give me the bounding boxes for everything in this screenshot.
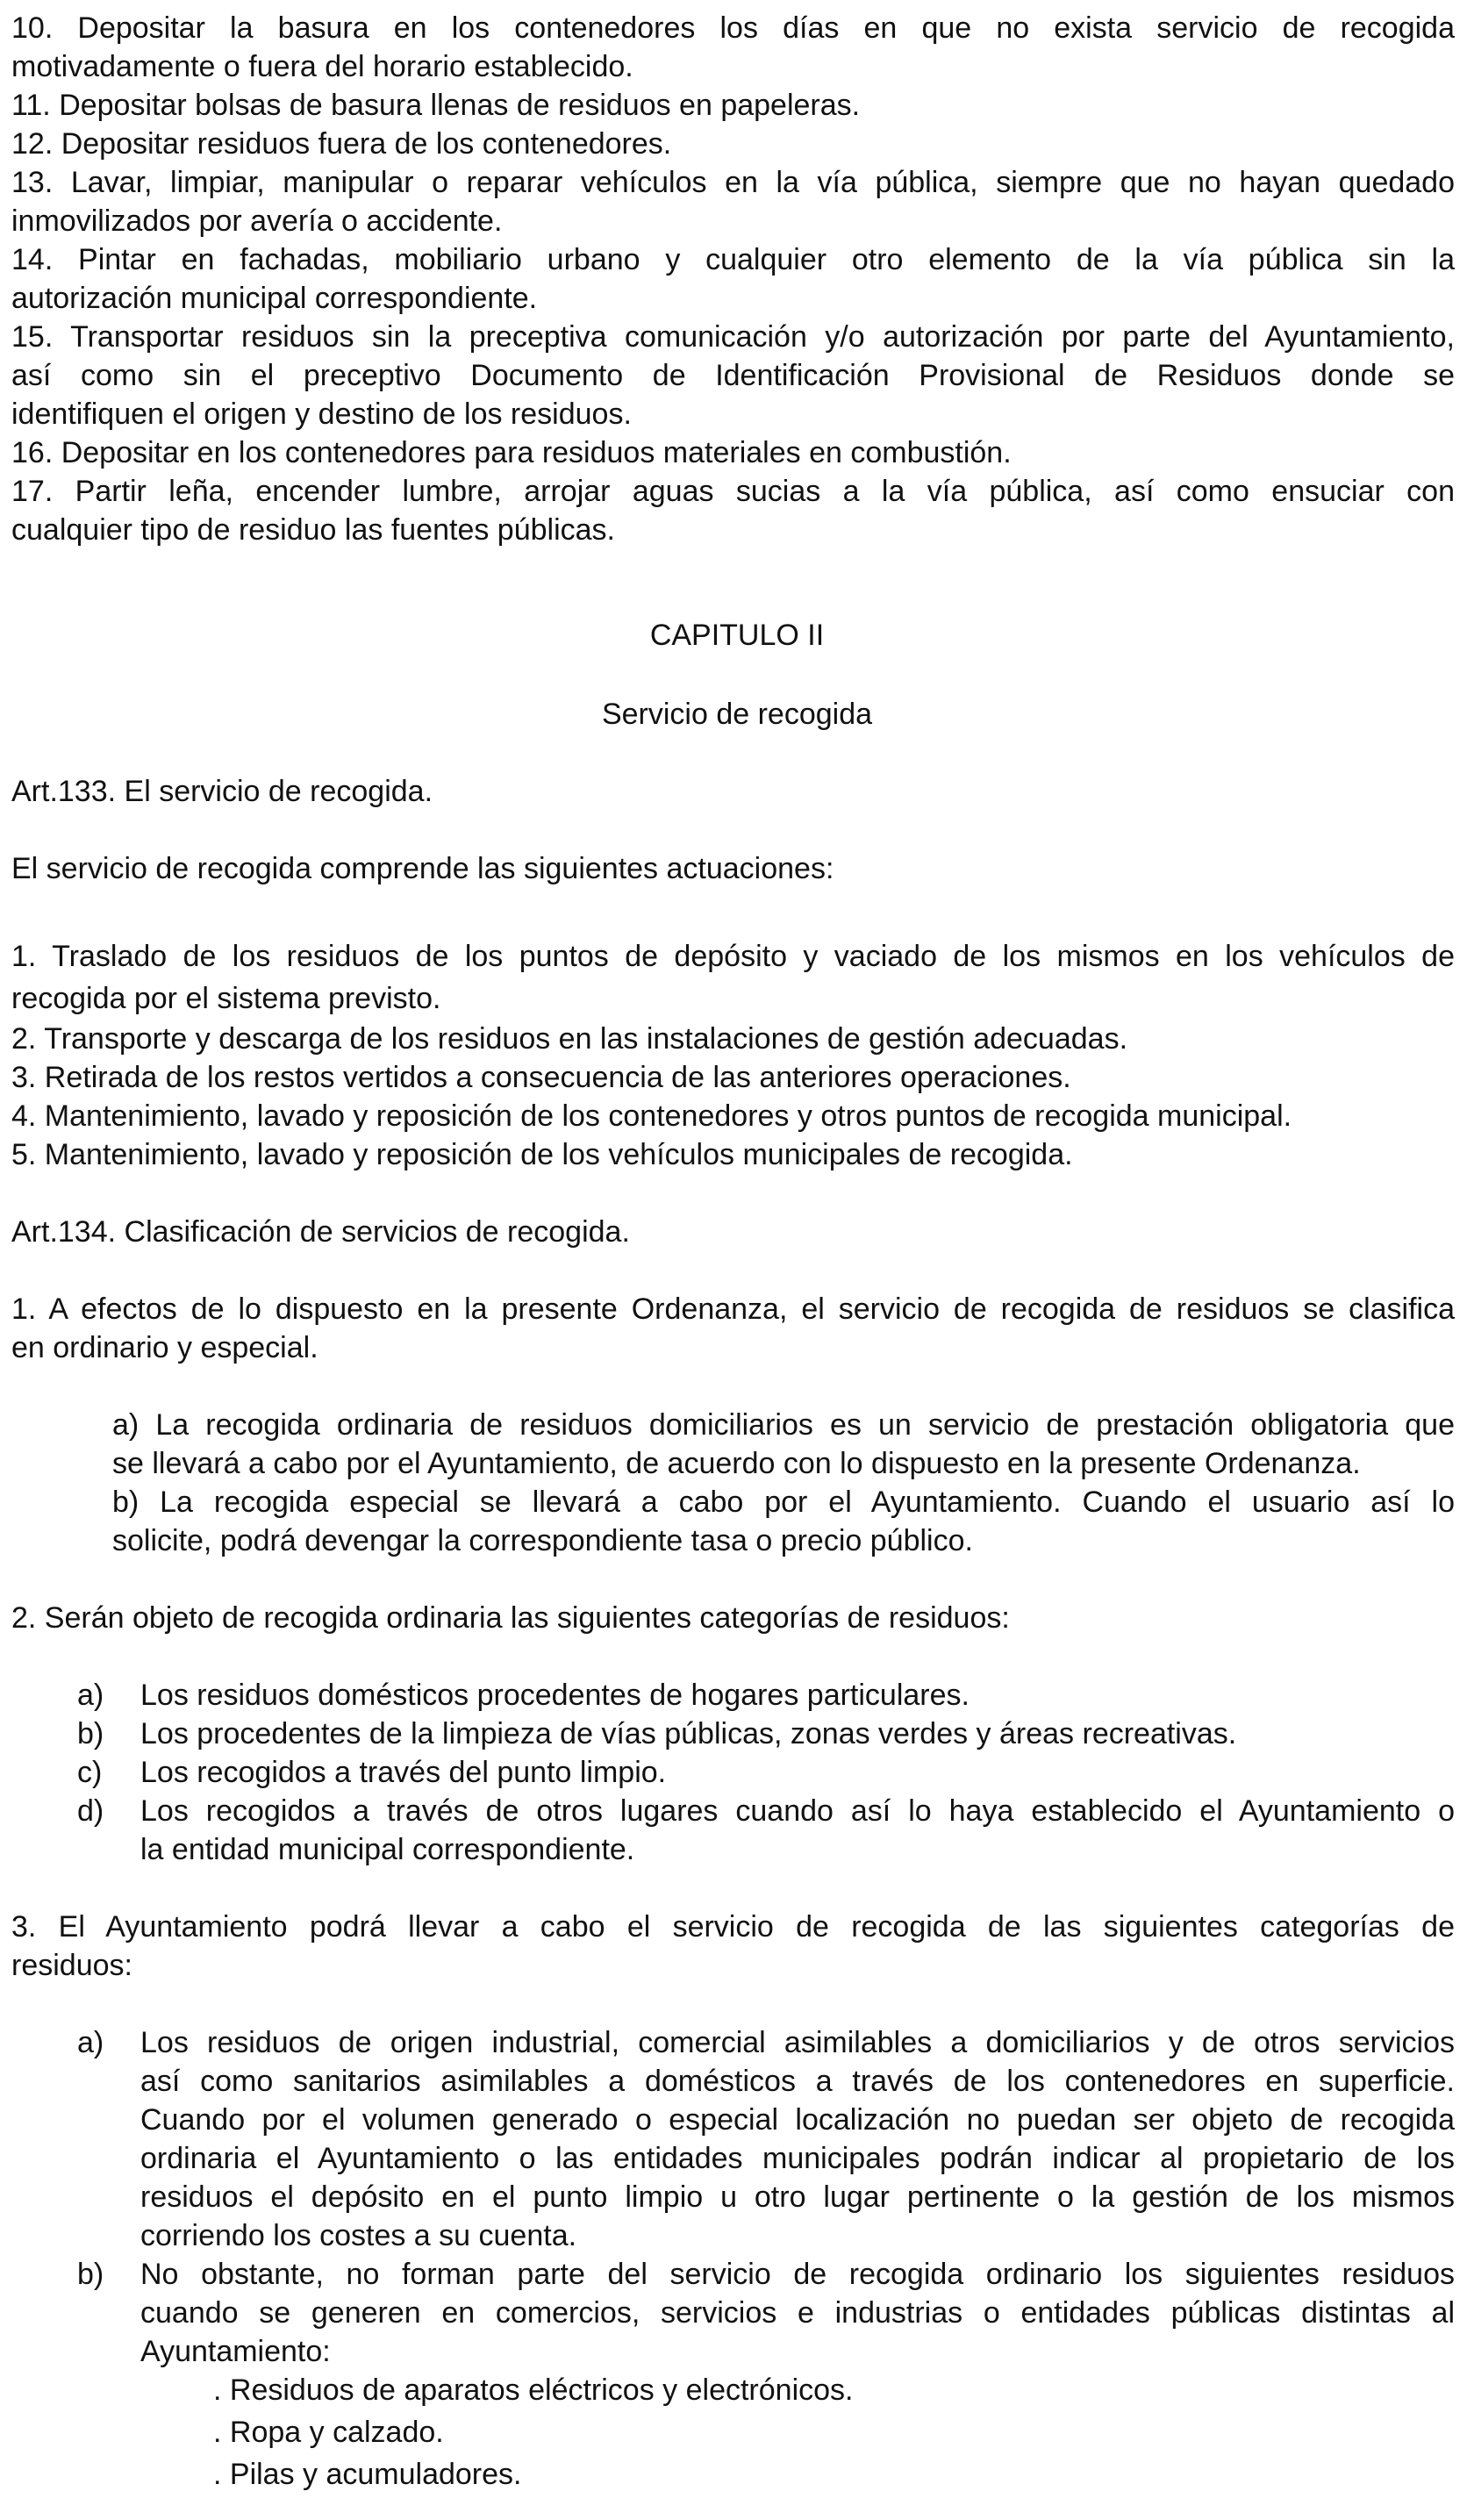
article-134-p3-item-b-line-1: No obstante, no forman parte del servicio de recogida ordinario los siguientes residuos (140, 2258, 1455, 2291)
article-133-item-4: 4. Mantenimiento, lavado y reposición de los contenedores y otros puntos de recogida municipal. (11, 1099, 1292, 1133)
article-134-paragraph-2: 2. Serán objeto de recogida ordinaria las siguientes categorías de residuos: (11, 1601, 1010, 1635)
list-item-13-line-1: 13. Lavar, limpiar, manipular o reparar vehículos en la vía pública, siempre que no hayan quedado (11, 166, 1455, 199)
article-134-paragraph-1b-line-1: b) La recogida especial se llevará a cabo por el Ayuntamiento. Cuando el usuario así lo (112, 1486, 1455, 1519)
article-133-heading: Art.133. El servicio de recogida. (11, 775, 433, 808)
article-134-p2-item-a-text: Los residuos domésticos procedentes de hogares particulares. (140, 1679, 970, 1712)
article-134-p2-item-b-text: Los procedentes de la limpieza de vías públicas, zonas verdes y áreas recreativas. (140, 1717, 1237, 1750)
article-134-p2-item-d-letter: d) (77, 1794, 104, 1828)
article-134-paragraph-1-line-1: 1. A efectos de lo dispuesto en la presente Ordenanza, el servicio de recogida de residuos se clasifica (11, 1292, 1455, 1326)
sub-list-item: . Pilas y acumuladores. (213, 2458, 522, 2491)
list-item-14-line-2: autorización municipal correspondiente. (11, 282, 538, 315)
article-134-paragraph-1a-line-2: se llevará a cabo por el Ayuntamiento, de acuerdo con lo dispuesto en la presente Ordenanza. (112, 1447, 1361, 1480)
article-134-p3-item-b-letter: b) (77, 2258, 104, 2291)
list-item-17-line-1: 17. Partir leña, encender lumbre, arrojar aguas sucias a la vía pública, así como ensuciar con (11, 475, 1455, 508)
list-item-13-line-2: inmovilizados por avería o accidente. (11, 204, 503, 238)
article-134-paragraph-1a-line-1: a) La recogida ordinaria de residuos domiciliarios es un servicio de prestación obligatoria que (112, 1408, 1455, 1442)
list-item-15-line-3: identifiquen el origen y destino de los residuos. (11, 397, 632, 431)
list-item-11: 11. Depositar bolsas de basura llenas de residuos en papeleras. (11, 89, 861, 122)
article-133-intro: El servicio de recogida comprende las siguientes actuaciones: (11, 852, 834, 885)
article-134-p3-item-b-line-3: Ayuntamiento: (140, 2335, 331, 2368)
article-134-p3-item-a-line-3: Cuando por el volumen generado o especial localización no puedan ser objeto de recogida (140, 2103, 1455, 2137)
article-134-paragraph-3-line-1: 3. El Ayuntamiento podrá llevar a cabo el servicio de recogida de las siguientes categorías de (11, 1910, 1455, 1944)
article-134-paragraph-1b-line-2: solicite, podrá devengar la correspondiente tasa o precio público. (112, 1524, 973, 1557)
article-134-p3-item-a-line-4: ordinaria el Ayuntamiento o las entidades municipales podrán indicar al propietario de los (140, 2142, 1455, 2175)
article-134-p3-item-a-line-6: corriendo los costes a su cuenta. (140, 2219, 577, 2252)
chapter-number: CAPITULO II (649, 619, 825, 652)
list-item-14-line-1: 14. Pintar en fachadas, mobiliario urbano y cualquier otro elemento de la vía pública sin la (11, 243, 1455, 276)
list-item-12: 12. Depositar residuos fuera de los contenedores. (11, 127, 672, 161)
article-134-heading: Art.134. Clasificación de servicios de recogida. (11, 1215, 630, 1249)
article-134-p3-item-a-line-2: así como sanitarios asimilables a domésticos a través de los contenedores en superficie. (140, 2065, 1455, 2098)
article-134-p2-item-b-letter: b) (77, 1717, 104, 1750)
article-134-p2-item-d-line-1: Los recogidos a través de otros lugares cuando así lo haya establecido el Ayuntamiento o (140, 1794, 1455, 1828)
article-133-item-1-line-2: recogida por el sistema previsto. (11, 982, 441, 1015)
sub-list-item: . Residuos de aparatos eléctricos y electrónicos. (213, 2373, 854, 2407)
chapter-title: Servicio de recogida (601, 698, 873, 731)
list-item-15-line-1: 15. Transportar residuos sin la preceptiva comunicación y/o autorización por parte del Ayuntamiento, (11, 320, 1455, 354)
article-133-item-1-line-1: 1. Traslado de los residuos de los puntos de depósito y vaciado de los mismos en los vehículos de (11, 940, 1455, 973)
list-item-15-line-2: así como sin el preceptivo Documento de Identificación Provisional de Residuos donde se (11, 359, 1455, 392)
list-item-10-line-1: 10. Depositar la basura en los contenedores los días en que no exista servicio de recogida (11, 11, 1455, 45)
article-133-item-3: 3. Retirada de los restos vertidos a consecuencia de las anteriores operaciones. (11, 1061, 1071, 1094)
article-134-p3-item-a-line-1: Los residuos de origen industrial, comercial asimilables a domiciliarios y de otros servicios (140, 2026, 1455, 2059)
article-134-p2-item-d-line-2: la entidad municipal correspondiente. (140, 1833, 635, 1866)
article-134-paragraph-1-line-2: en ordinario y especial. (11, 1331, 318, 1364)
list-item-16: 16. Depositar en los contenedores para residuos materiales en combustión. (11, 436, 1012, 469)
article-133-item-5: 5. Mantenimiento, lavado y reposición de los vehículos municipales de recogida. (11, 1138, 1073, 1171)
article-134-p2-item-a-letter: a) (77, 1679, 104, 1712)
article-134-p3-item-a-line-5: residuos el depósito en el punto limpio u otro lugar pertinente o la gestión de los mismos (140, 2180, 1455, 2214)
list-item-10-line-2: motivadamente o fuera del horario establecido. (11, 50, 633, 83)
article-134-p3-item-b-line-2: cuando se generen en comercios, servicios e industrias o entidades públicas distintas al (140, 2296, 1455, 2330)
sub-list-item: . Ropa y calzado. (213, 2416, 444, 2449)
article-134-p2-item-c-letter: c) (77, 1756, 103, 1789)
article-133-item-2: 2. Transporte y descarga de los residuos en las instalaciones de gestión adecuadas. (11, 1022, 1128, 1056)
list-item-17-line-2: cualquier tipo de residuo las fuentes públicas. (11, 513, 615, 547)
article-134-paragraph-3-line-2: residuos: (11, 1949, 132, 1982)
article-134-p2-item-c-text: Los recogidos a través del punto limpio. (140, 1756, 667, 1789)
article-134-p3-item-a-letter: a) (77, 2026, 104, 2059)
